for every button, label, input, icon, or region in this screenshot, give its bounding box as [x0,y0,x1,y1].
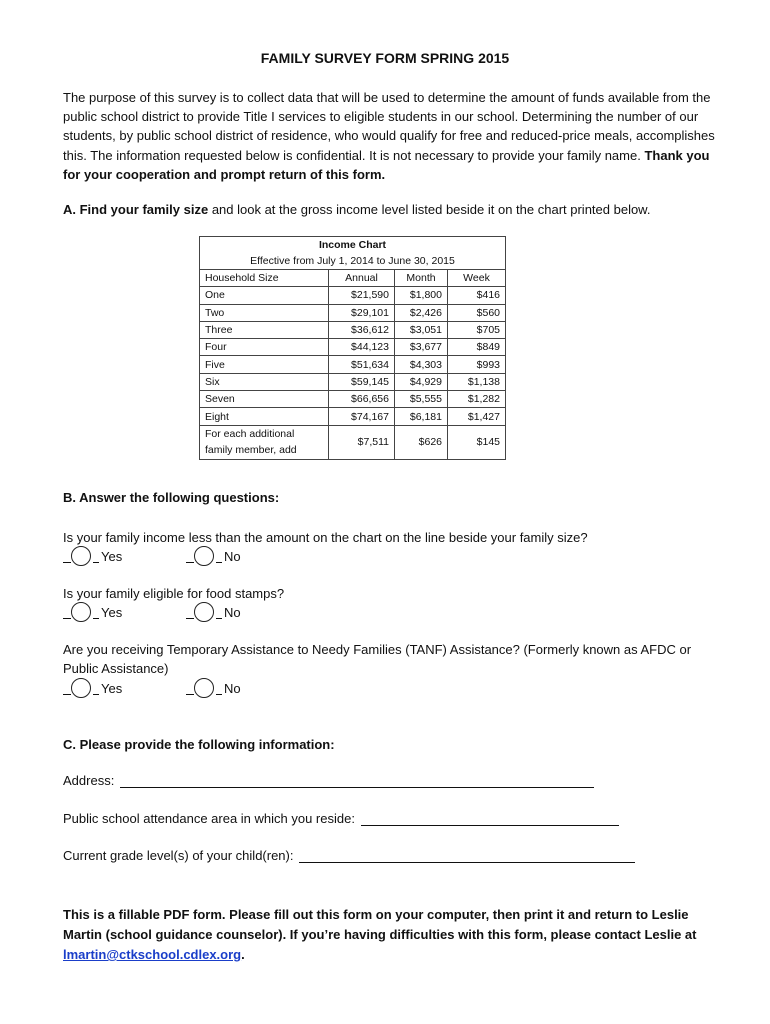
address-input[interactable] [120,773,594,788]
income-table [200,269,505,459]
question-tanf: Are you receiving Temporary Assistance to Needy Families (TANF) Assistance? (Formerly known as AFDC or Public Assistance) [63,642,692,676]
intro-text: The purpose of this survey is to collect data that will be used to determine the amount of funds available from the public school district to provide Title I services to eligible students in our school. Determining the number of our students, by public school district of residence, who would qualify for free and reduced-price meals, accomplishes this. The information requested below is confidential. It is not necessary to provide your family name. [63,90,715,163]
attendance-area-field[interactable] [63,811,619,826]
household-size: Five [200,356,329,373]
monthly-income: $4,303 [395,356,448,373]
monthly-income: $5,555 [395,391,448,408]
monthly-income: $626 [395,425,448,459]
q1-yes-radio[interactable] [71,546,91,566]
additional-label-line2: family member, add [205,444,297,457]
q1-no-radio[interactable] [194,546,214,566]
q2-no-radio[interactable] [194,602,214,622]
table-row [200,321,505,338]
monthly-income: $3,051 [395,321,448,338]
blank-line [63,605,71,619]
q3-yes-radio[interactable] [71,678,91,698]
household-size: Seven [200,391,329,408]
table-row [200,373,505,390]
annual-income: $74,167 [329,408,395,425]
annual-income: $66,656 [329,391,395,408]
weekly-income: $416 [448,287,506,304]
income-chart-title: Income Chart [318,239,387,251]
additional-label-line1: For each additional [205,428,295,441]
blank-line [186,605,194,619]
annual-income: $7,511 [329,425,395,459]
address-label: Address: [63,773,115,788]
weekly-income: $705 [448,321,506,338]
income-table-header [200,270,505,287]
monthly-income: $4,929 [395,373,448,390]
grade-level-field[interactable] [63,848,635,863]
no-label: No [224,604,241,620]
grade-label: Current grade level(s) of your child(ren): [63,848,294,863]
blank-line [216,681,222,695]
annual-income: $36,612 [329,321,395,338]
monthly-income: $1,800 [395,287,448,304]
table-row [200,391,505,408]
income-chart-subtitle: Effective from July 1, 2014 to June 30, 2015 [250,255,455,267]
section-a-label: A. Find your family size [63,202,209,217]
q1-yes-option[interactable] [63,546,122,566]
yes-label: Yes [101,548,123,564]
weekly-income: $1,138 [448,373,506,390]
blank-line [93,549,99,563]
section-a-instruction [63,200,715,219]
attendance-label: Public school attendance area in which you reside: [63,811,355,826]
monthly-income: $6,181 [395,408,448,425]
table-row [200,339,505,356]
blank-line [93,605,99,619]
intro-paragraph [63,88,715,184]
footer-note [63,905,723,965]
q2-yes-radio[interactable] [71,602,91,622]
col-annual: Annual [329,270,395,287]
monthly-income: $3,677 [395,339,448,356]
additional-member-label [200,425,329,459]
col-household-size: Household Size [200,270,329,287]
col-week: Week [448,270,506,287]
blank-line [63,681,71,695]
table-row [200,356,505,373]
table-row [200,408,505,425]
footer-text: This is a fillable PDF form. Please fill out this form on your computer, then print it and return to Leslie Martin (school guidance counselor). If you’re having difficulties with this form, please contact Leslie at [63,907,697,942]
footer-end: . [241,947,245,962]
q2-yes-option[interactable] [63,602,122,622]
table-row-additional [200,425,505,459]
contact-email-link[interactable]: lmartin@ctkschool.cdlex.org [63,947,242,962]
weekly-income: $1,282 [448,391,506,408]
q3-yes-option[interactable] [63,678,122,698]
question-food-stamps: Is your family eligible for food stamps? [63,586,285,601]
household-size: Three [200,321,329,338]
grade-input[interactable] [299,848,635,863]
annual-income: $44,123 [329,339,395,356]
section-c-heading: C. Please provide the following information: [63,737,335,752]
weekly-income: $849 [448,339,506,356]
q2-no-option[interactable] [186,602,241,622]
yes-label: Yes [101,680,123,696]
monthly-income: $2,426 [395,304,448,321]
weekly-income: $993 [448,356,506,373]
form-title: FAMILY SURVEY FORM SPRING 2015 [260,50,510,66]
col-month: Month [395,270,448,287]
table-row [200,304,505,321]
annual-income: $21,590 [329,287,395,304]
annual-income: $59,145 [329,373,395,390]
blank-line [216,605,222,619]
household-size: One [200,287,329,304]
weekly-income: $560 [448,304,506,321]
blank-line [93,681,99,695]
household-size: Six [200,373,329,390]
no-label: No [224,680,241,696]
blank-line [216,549,222,563]
household-size: Eight [200,408,329,425]
household-size: Four [200,339,329,356]
weekly-income: $145 [476,436,500,449]
yes-label: Yes [101,604,123,620]
q3-no-radio[interactable] [194,678,214,698]
q3-no-option[interactable] [186,678,241,698]
q1-no-option[interactable] [186,546,241,566]
annual-income: $29,101 [329,304,395,321]
no-label: No [224,548,241,564]
section-b-heading: B. Answer the following questions: [63,490,280,505]
blank-line [186,549,194,563]
table-row [200,287,505,304]
intro-thanks: Thank you for your cooperation and prompt return of this form. [63,147,710,182]
blank-line [186,681,194,695]
blank-line [63,549,71,563]
weekly-income: $1,427 [448,408,506,425]
annual-income: $51,634 [329,356,395,373]
income-chart [199,236,506,460]
attendance-input[interactable] [361,811,619,826]
address-field[interactable] [63,773,594,788]
household-size: Two [200,304,329,321]
question-income: Is your family income less than the amount on the chart on the line beside your family size? [63,530,588,545]
section-a-text: and look at the gross income level listed beside it on the chart printed below. [208,202,651,217]
